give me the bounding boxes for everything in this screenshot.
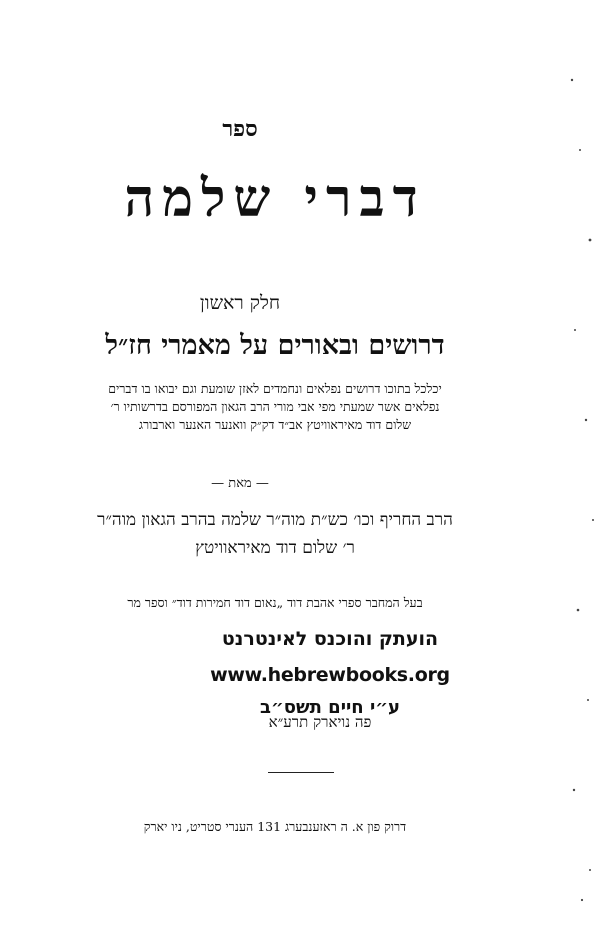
description-line: יכלכל בתוכו דרושים נפלאים ונחמדים לאזן שומעת וגם יבואו בו דברים <box>108 381 442 396</box>
stamp-line: הועתק והוכנס לאינטרנט <box>221 628 439 650</box>
author-line: הרב החריף וכו׳ כש״ת מוה״ר שלמה בהרב הגאון מוה״ר <box>97 510 453 530</box>
part-label: חלק ראשון <box>199 292 281 314</box>
printer-imprint: דרוק פון א. ה ראזענבערג 131 הענרי סטריט, ניו יארק <box>143 819 407 834</box>
divider <box>268 772 334 773</box>
place-year: פה נויארק תרע״א <box>268 713 372 731</box>
margin-specks <box>560 0 600 937</box>
description-line: שלום דוד מאיראוויטץ אב״ד דק״ק וואנער האנער וארבורג <box>138 417 412 432</box>
stamp-line: ע״י חיים תשס״ב <box>259 697 401 718</box>
sefer-label: ספר <box>222 116 258 142</box>
subtitle: דרושים ובאורים על מאמרי חז״ל <box>105 330 445 361</box>
author-line: ר׳ שלום דוד מאיראוויטץ <box>195 538 355 558</box>
from-label: — מאת — <box>211 476 269 491</box>
stamp-website: www.hebrewbooks.org <box>210 664 450 686</box>
description-line: נפלאים אשר שמעתי מפי אבי מורי הרב הגאון המפורסם בדרשותיו ר׳ <box>110 399 440 414</box>
book-title: דברי שלמה <box>124 168 426 229</box>
other-works: בעל המחבר ספרי אהבת דוד „נאום דוד חמירות דוד״ וספר מר <box>127 595 423 610</box>
